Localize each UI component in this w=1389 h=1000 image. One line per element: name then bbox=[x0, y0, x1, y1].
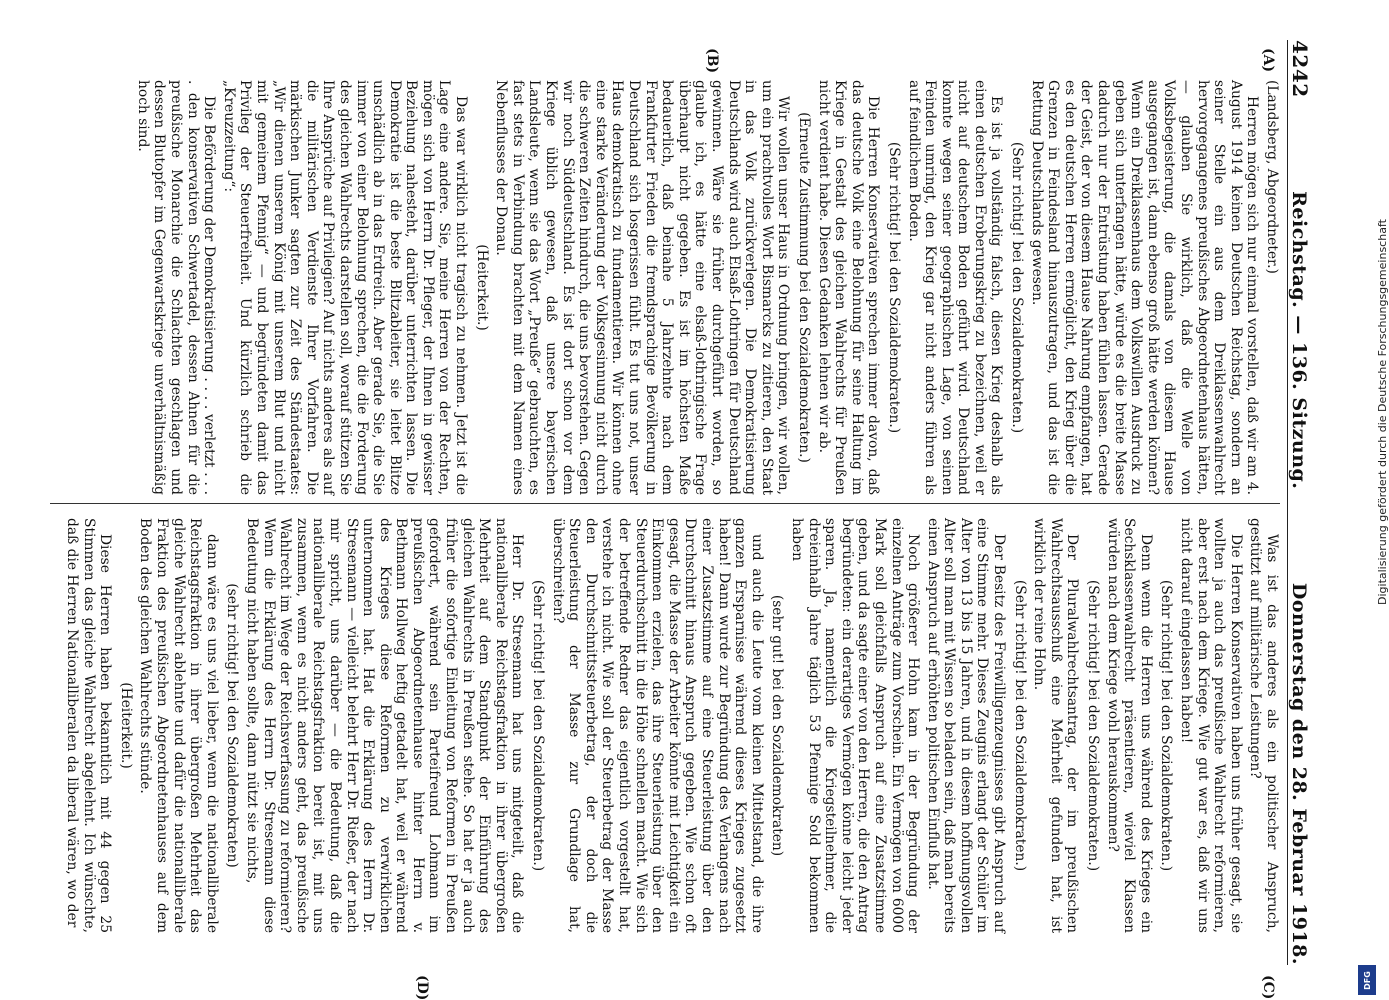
margin-mark-d: (D) bbox=[414, 975, 430, 1000]
paragraph: dann wäre es uns viel lieber, wenn die nationalliberale Reichstagsfraktion in ihrer übergroßen Mehrheit das gleiche Wahlrecht ablehnte und dafür die nationalliberale Fraktion des preußischen Abgeordnetenhauses auf dem Boden des gleichen Wahlrechts stünde. bbox=[137, 518, 220, 933]
dfg-logo-text: DFG bbox=[1362, 970, 1372, 990]
page-number: 4242 bbox=[1288, 40, 1312, 98]
interjection: (Sehr richtig! bei den Sozialdemokraten.) bbox=[1085, 579, 1102, 872]
paragraph: Die Beförderung der Demokratisierung . . . . verletzt . . . . den konservativen Schwertadel, dessen Ahnen für die preußische Monarchie die Schlachten geschlagen und dessen Blutopfer im Gegenwartskriege unverhältnismäßig hoch sind. bbox=[134, 80, 218, 495]
margin-mark-c: (C) bbox=[1260, 975, 1276, 1000]
paragraph: Wir wollen unser Haus in Ordnung bringen, wir wollen, um ein prachtvolles Wort Bismarcks zu zitieren, den Staat in das Volk zurückverlegen. Die Demokratisierung Deutschlands wird auch Elsaß-Lothringen für Deutschland gewinnen. Wäre sie früher durchgeführt worden, so glaube ich, es hätte eine elsaß-lothringische Frage überhaupt nicht gegeben. Es ist im höchsten Maße bedauerlich, daß beinahe 5 Jahrzehnte nach dem Frankfurter Frieden die fremdsprachige Bevölkerung in Deutschland sich losgerissen fühlt. Es tut uns not, unser Haus demokratisch zu fundamentieren. Wir können ohne eine starke Veränderung der Volksgesinnung nicht durch die schweren Zeiten hindurch, die uns bevorstehen. Gegen wir noch Süddeutschland. Es ist dort schon vor dem Kriege üblich gewesen, daß unsere bayerischen Landsleute, wenn sie das Wort „Preuße“ gebrauchten, es fast stets in Verbindung brachten mit dem Namen eines Nebenflusses der Donau. bbox=[493, 80, 792, 495]
interjection: (Sehr richtig! bei den Sozialdemokraten.) bbox=[885, 141, 902, 434]
paragraph: Die Herren Konservativen sprechen immer davon, daß das deutsche Volk eine Belohnung für seine Haltung im Kriege in Gestalt des gleichen Wahlrechts für Preußen nicht verdient habe. Diesen Gedanken lehnen wir ab. bbox=[815, 80, 882, 495]
paragraph: Was ist das anderes als ein politischer Anspruch, gestützt auf militärische Leistungen? bbox=[1247, 518, 1280, 933]
column-divider bbox=[50, 503, 1280, 504]
paragraph: Die Herren Konservativen haben uns früher gesagt, sie wollten ja auch das preußische Wahlrecht reformieren, aber erst nach dem Kriege. Wie gut war es, daß wir uns nicht darauf eingelassen haben! bbox=[1178, 518, 1244, 933]
session-date: Donnerstag den 28. Februar 1918. bbox=[1288, 582, 1310, 965]
interjection: (Heiterkeit.) bbox=[117, 682, 134, 769]
interjection: (Erneute Zustimmung bei den Sozialdemokraten.) bbox=[795, 112, 812, 463]
paragraph: Herren mögen sich nur einmal vorstellen, daß wir am 4. August 1914 keinen Deutschen Reichstag, sondern an seiner Stelle ein aus dem Dreiklassenwahlrecht hervorgegangenes preußisches Abgeordnetenhaus hätten, — glauben Sie wirklich, daß die Welle von Volksbegeisterung, die damals von diesem Hause ausgegangen ist, dann ebenso groß hätte werden können? Wenn ein Dreiklassenhaus dem Volkswillen Ausdruck zu geben sich unterfangen hätte, würde es die breite Masse dadurch nur der Entrüstung haben fühlen lassen. Gerade der Geist, der von diesem Hause Nahrung empfangen, hat es den deutschen Herren ermöglicht, den Krieg über die Grenzen in Feindesland hinauszutragen, und das ist die Rettung Deutschlands gewesen. bbox=[1028, 80, 1261, 495]
paragraph: Diese Herren haben bekanntlich mit 44 gegen 25 Stimmen das gleiche Wahlrecht abgelehnt. Ich wünschte, daß die Herren Nationalliberalen da liberal wären, wo der bbox=[64, 518, 114, 933]
interjection: (Sehr richtig! bei den Sozialdemokraten.) bbox=[530, 579, 547, 872]
interjection: (sehr richtig! bei den Sozialdemokraten) bbox=[224, 583, 241, 868]
paragraph: Das war wirklich nicht tragisch zu nehmen. Jetzt ist die Lage eine andere. Sie, meine Herren von der Rechten, mögen sich von Herrn Dr. Pfleger, der Ihnen in gewisser Beziehung nahesteht, darüber unterrichten lassen. Die Demokratie ist die beste Blitzableiter, sie leitet Blitze unschädlich ab in das Erdreich. Aber gerade Sie, die Sie immer von einer Belohnung sprechen, die die Forderung des gleichen Wahlrechts darstellen soll, worauf stützen Sie Ihre Ansprüche auf Privilegien? Auf nichts anderes als auf die militärischen Verdienste Ihrer Vorfahren. Die märkischen Junker sagten zur Zeit des Ständestaates: „Wir dienen unserem König mit unserem Blut und nicht mit gemeinem Pfennig“ — und begründeten damit das Privileg der Steuerfreiheit. Und kürzlich schrieb die „Kreuzzeitung“: bbox=[220, 80, 470, 495]
margin-mark-a: (A) bbox=[1260, 48, 1276, 73]
session-title: Reichstag. — 136. Sitzung. bbox=[1288, 191, 1310, 490]
paragraph: Herr Dr. Stresemann hat uns mitgeteilt, daß die nationalliberale Reichstagsfraktion in ihrer übergroßen Mehrheit auf dem Standpunkt der Einführung des gleichen Wahlrechts in Preußen stehe. So hat er ja auch früher die sofortige Einleitung von Reformen in Preußen gefordert, während sein Parteifreund Lohmann im preußischen Abgeordnetenhause hinter Herrn v. Bethmann Hollweg heftig getadelt hat, weil er während des Krieges diese Reformen zu verwirklichen unternommen hat. Hat die Erklärung des Herrn Dr. Stresemann — vielleicht belehrt Herr Dr. Rießer, der nach mir spricht, uns darüber — die Bedeutung, daß die nationalliberale Reichstagsfraktion bereit ist, mit uns zusammen, wenn es nicht anders geht, das preußische Wahlrecht im Wege der Reichsverfassung zu reformieren? Wenn die Erklärung des Herrn Dr. Stresemann diese Bedeutung nicht haben sollte, dann nützt sie nichts, bbox=[243, 518, 526, 933]
paragraph: Der Besitz des Freiwilligenzeugnisses gibt Anspruch auf eine Stimme mehr. Dieses Zeugnis erlangt der Schüler im Alter von 13 bis 15 Jahren, und in diesem hoffnungsvollen Alter soll man mit Wissen so beladen sein, daß man bereits einen Anspruch auf erhöhten politischen Einfluß hat. bbox=[924, 518, 1008, 933]
funding-credit: Digitalisierung gefördert durch die Deutsche Forschungsgemeinschaft bbox=[1376, 219, 1389, 605]
right-text-column bbox=[50, 518, 1280, 933]
dfg-logo bbox=[1358, 965, 1376, 995]
left-text-column bbox=[50, 80, 1280, 495]
interjection: (sehr gut! bei den Sozialdemokraten) bbox=[769, 594, 786, 857]
paragraph: (Landsberg, Abgeordneter.) bbox=[1264, 80, 1280, 274]
interjection: (Sehr richtig! bei den Sozialdemokraten.) bbox=[1158, 579, 1175, 872]
paragraph: Denn wenn die Herren uns während des Krieges ein Sechsklassenwahlrecht präsentieren, wieviel Klassen würden nach dem Kriege wohl herauskommen? bbox=[1104, 518, 1154, 933]
paragraph: Es ist ja vollständig falsch, diesen Krieg deshalb als einen deutschen Eroberungskrieg zu bezeichnen, weil er nicht auf deutschem Boden geführt wird. Deutschland konnte wegen seiner geographischen Lage, von seinen Feinden umringt, den Krieg gar nicht anders führen als auf feindlichem Boden. bbox=[905, 80, 1005, 495]
page-header bbox=[1287, 40, 1322, 965]
interjection: (Sehr richtig! bei den Sozialdemokraten.) bbox=[1011, 579, 1028, 872]
interjection: (Sehr richtig! bei den Sozialdemokraten.) bbox=[1009, 141, 1026, 434]
interjection: (Heiterkeit.) bbox=[473, 244, 490, 331]
paragraph: und auch die Leute vom kleinen Mittelstand, die ihre ganzen Ersparnisse während dieses Krieges zugesetzt haben! Dann wurde zur Begründung des Verlangens nach einer Zusatzstimme auf eine Steuerleistung über den Durchschnitt hinaus Anspruch gegeben. Wie schon oft gesagt, die Masse der Arbeiter könnte mit Leichtigkeit ein Einkommen erzielen, das ihre Steuerleistung über den Steuerdurchschnitt in die Höhe schnellen macht. Wie sich der betreffende Redner das eigentlich vorgestellt hat, verstehe ich nicht. Wie soll der Steuerbetrag der Masse den Durchschnittssteuerbetrag, der doch die Steuerleistung der Masse zur Grundlage hat, überschreiten? bbox=[549, 518, 765, 933]
paragraph: Der Pluralwahlrechtsantrag, der im preußischen Wahlrechtsausschuß eine Mehrheit gefunden hat, ist wirklich der reine Hohn. bbox=[1031, 518, 1081, 933]
paragraph: Noch größerer Hohn kam in der Begründung der einzelnen Anträge zum Vorschein. Ein Vermögen von 6000 Mark soll gleichfalls Anspruch auf eine Zusatzstimme geben, und da sagte einer von den Herren, die den Antrag begründeten: ein derartiges Vermögen könne leicht jeder sparen. Ja, namentlich die Kriegsteilnehmer, die dreieinhalb Jahre täglich 53 Pfennige Sold bekommen haben bbox=[788, 518, 922, 933]
footer-strip bbox=[1350, 0, 1389, 1000]
margin-mark-b: (B) bbox=[704, 48, 720, 74]
